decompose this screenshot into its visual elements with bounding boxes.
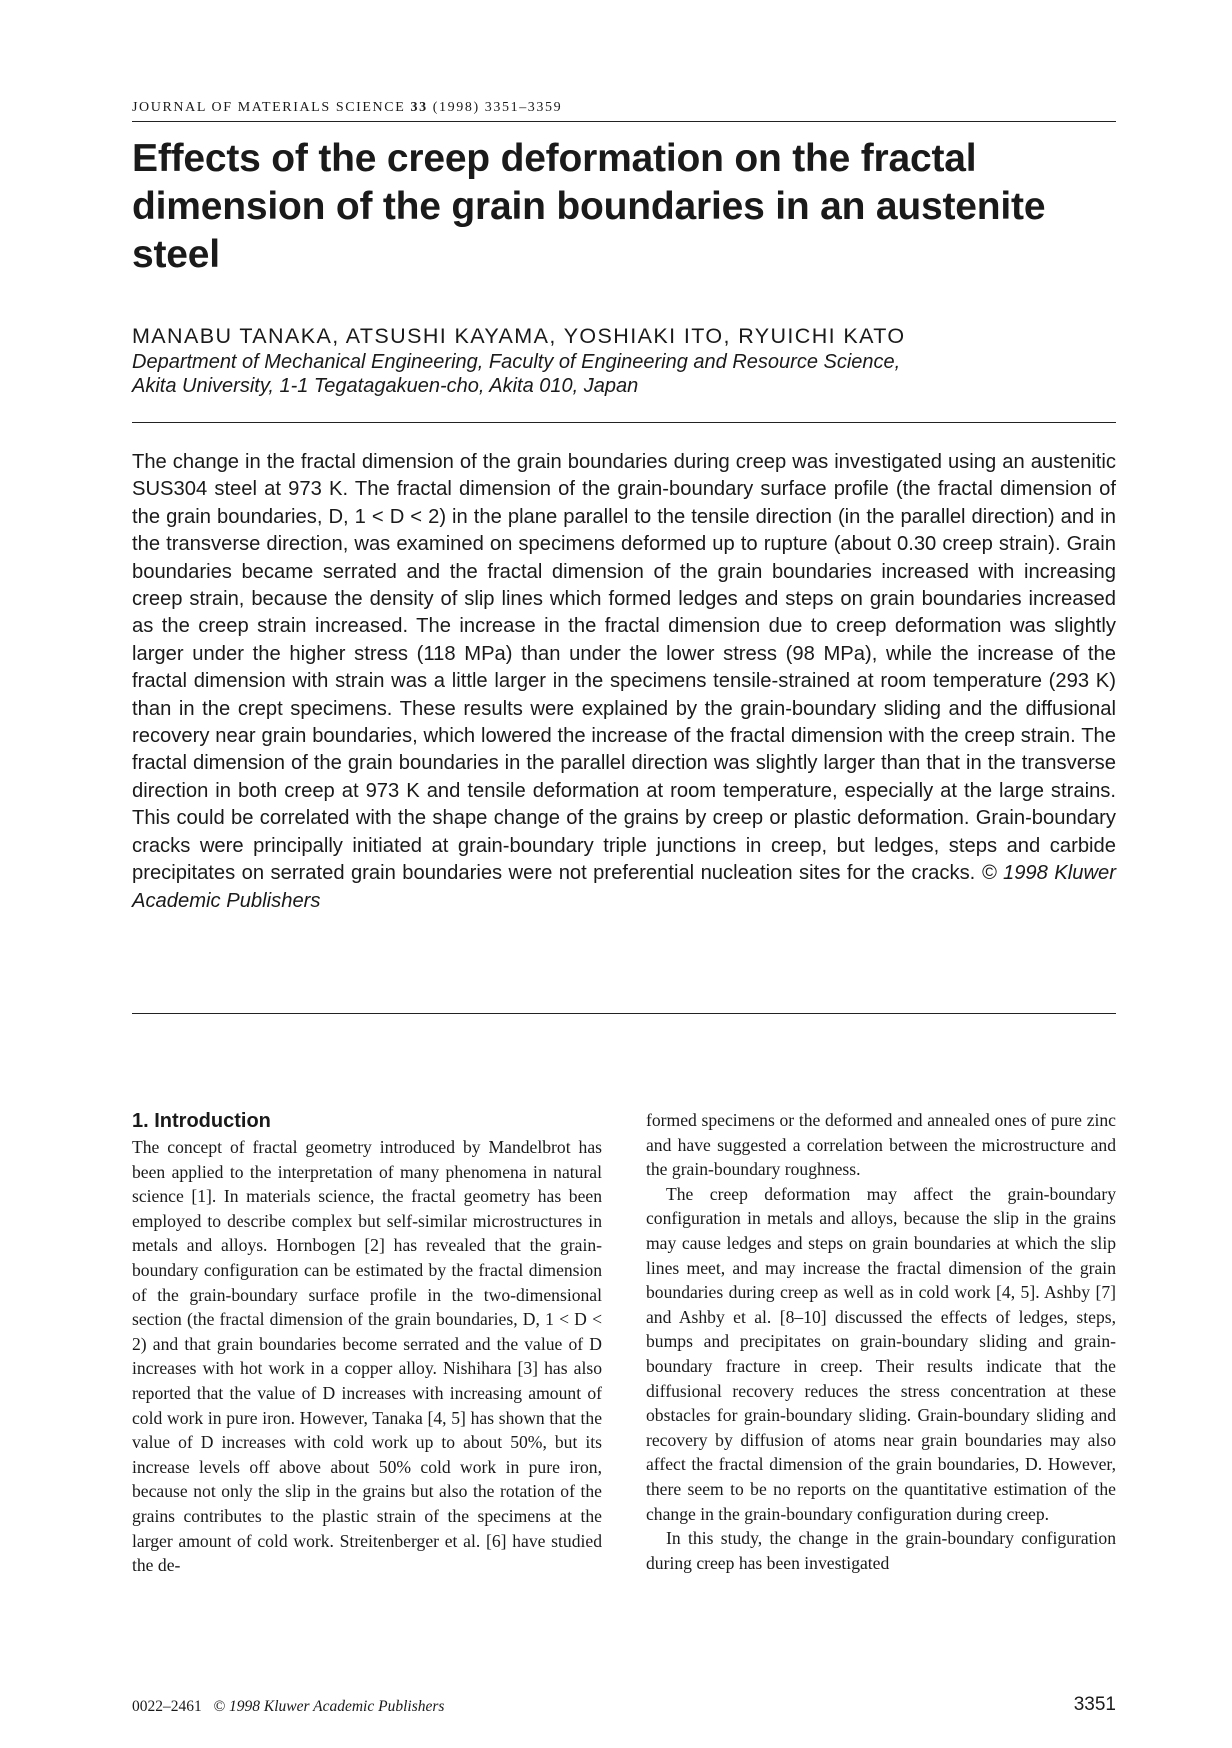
footer-issn-copyright [132,1698,444,1716]
affiliation-line-1: Department of Mechanical Engineering, Faculty of Engineering and Resource Science, [132,351,901,373]
intro-paragraph-3: The creep deformation may affect the grain-boundary configuration in metals and alloys, because the slip in the grains may cause ledges and steps on grain boundaries at which the slip lines meet, and may increase the fractal dimension of the grain boundaries during creep as well as in cold work [4, 5]. Ashby [7] and Ashby et al. [8–10] discussed the effects of ledges, steps, bumps and precipitates on grain-boundary sliding and grain-boundary fracture in creep. Their results indicate that the diffusional recovery reduces the stress concentration at these obstacles for grain-boundary sliding. Grain-boundary sliding and recovery by diffusion of atoms near grain boundaries may also affect the fractal dimension of the grain boundaries, D. However, there seem to be no reports on the quantitative estimation of the change in the grain-boundary configuration during creep. [646,1183,1116,1524]
right-column [646,1108,1116,1575]
page-number: 3351 [1073,1694,1116,1715]
abstract-copyright: © 1998 Kluwer Academic Publishers [132,862,1116,912]
journal-header [132,100,1116,122]
journal-volume: 33 [410,100,428,115]
abstract [132,449,1116,915]
journal-year-pages: (1998) 3351–3359 [432,100,563,115]
intro-paragraph-4: In this study, the change in the grain-boundary configuration during creep has been investigated [646,1528,1116,1573]
journal-name: JOURNAL OF MATERIALS SCIENCE [132,100,406,115]
affiliation [132,350,1116,398]
left-column [132,1108,602,1578]
authors: MANABU TANAKA, ATSUSHI KAYAMA, YOSHIAKI ITO, RYUICHI KATO [132,324,906,348]
abstract-bottom-rule [132,1013,1116,1014]
intro-paragraph-1: The concept of fractal geometry introduced by Mandelbrot has been applied to the interpretation of many phenomena in natural science [1]. In materials science, the fractal geometry has been employed to describe complex but self-similar microstructures in metals and alloys. Hornbogen [2] has revealed that the grain-boundary configuration can be estimated by the fractal dimension of the grain-boundary surface profile in the two-dimensional section (the fractal dimension of the grain boundaries, D, 1 < D < 2) and that grain boundaries become serrated and the value of D increases with hot work in a copper alloy. Nishihara [3] has also reported that the value of D increases with increasing amount of cold work in pure iron. However, Tanaka [4, 5] has shown that the value of D increases with cold work up to about 50%, but its increase levels off above about 50% cold work in pure iron, because not only the slip in the grains but also the rotation of the grains contributes to the plastic strain of the specimens at the larger amount of cold work. Streitenberger et al. [6] have studied the de- [132,1137,602,1576]
footer-issn: 0022–2461 [132,1698,202,1715]
paper-title: Effects of the creep deformation on the fractal dimension of the grain boundaries in an austenite steel [132,137,1046,276]
abstract-top-rule [132,422,1116,423]
footer-copyright: © 1998 Kluwer Academic Publishers [213,1698,445,1715]
intro-paragraph-2: formed specimens or the deformed and annealed ones of pure zinc and have suggested a correlation between the microstructure and the grain-boundary roughness. [646,1110,1116,1180]
abstract-body: The change in the fractal dimension of the grain boundaries during creep was investigated using an austenitic SUS304 steel at 973 K. The fractal dimension of the grain-boundary surface profile (the fractal dimension of the grain boundaries, D, 1 < D < 2) in the plane parallel to the tensile direction (in the parallel direction) and in the transverse direction, was examined on specimens deformed up to rupture (about 0.30 creep strain). Grain boundaries became serrated and the fractal dimension of the grain boundaries increased with increasing creep strain, because the density of slip lines which formed ledges and steps on grain boundaries increased as the creep strain increased. The increase in the fractal dimension due to creep deformation was slightly larger under the higher stress (118 MPa) than under the lower stress (98 MPa), while the increase of the fractal dimension with strain was a little larger in the specimens tensile-strained at room temperature (293 K) than in the crept specimens. These results were explained by the grain-boundary sliding and the diffusional recovery near grain boundaries, which lowered the increase of the fractal dimension with the creep strain. The fractal dimension of the grain boundaries in the parallel direction was slightly larger than that in the transverse direction in both creep at 973 K and tensile deformation at room temperature, especially at the large strains. This could be correlated with the shape change of the grains by creep or plastic deformation. Grain-boundary cracks were principally initiated at grain-boundary triple junctions in creep, but ledges, steps and carbide precipitates on serrated grain boundaries were not preferential nucleation sites for the cracks. [132,451,1116,885]
section-heading-introduction: 1. Introduction [132,1110,271,1132]
affiliation-line-2: Akita University, 1-1 Tegatagakuen-cho, Akita 010, Japan [132,375,639,397]
